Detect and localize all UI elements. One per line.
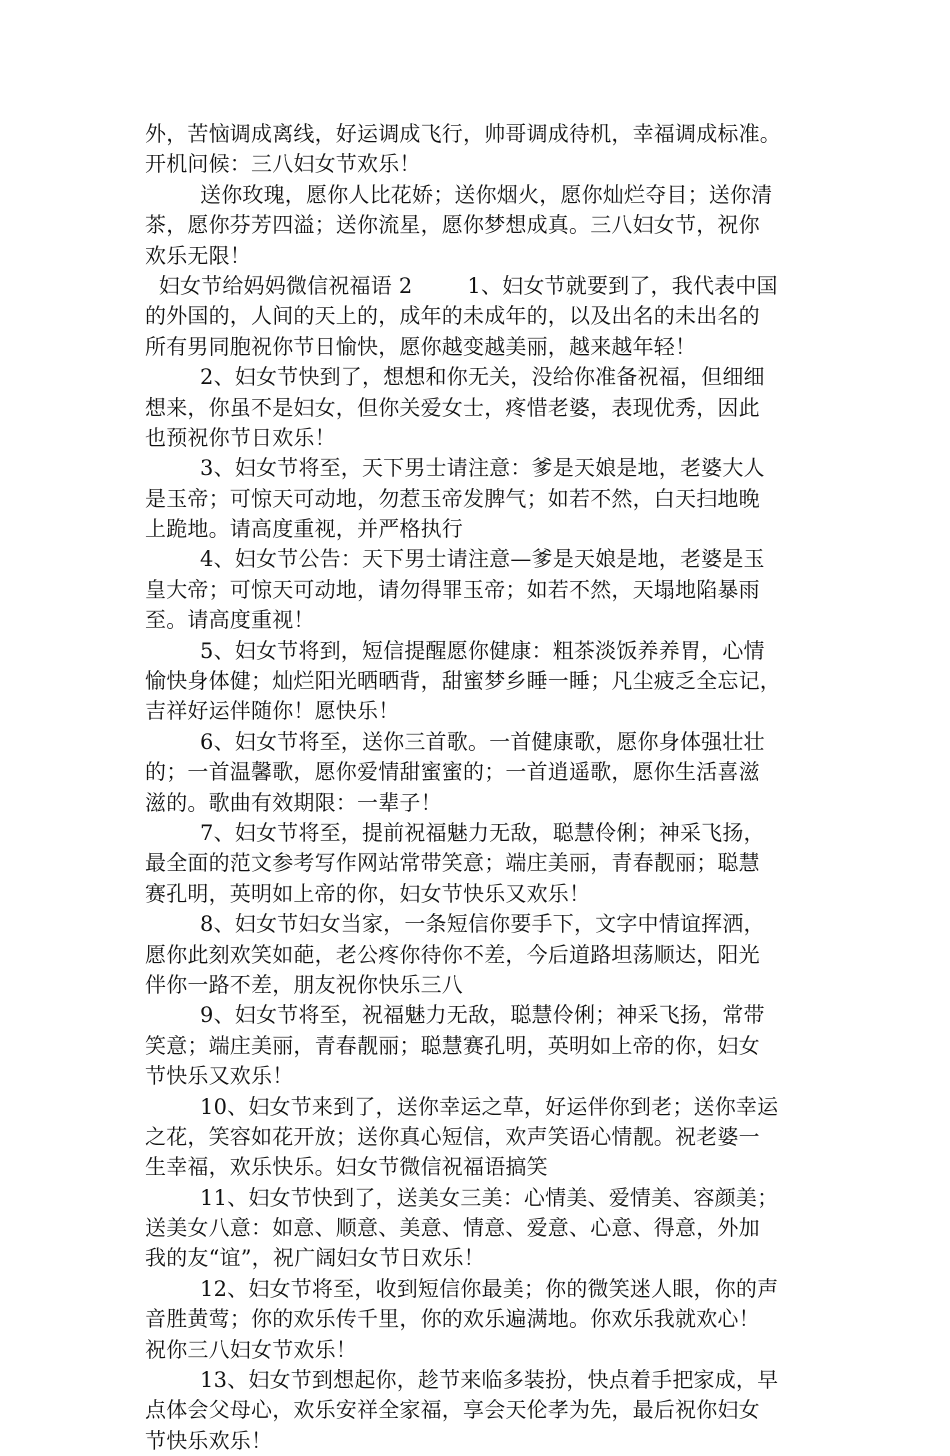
body-text bbox=[145, 119, 815, 1456]
text-line: 伴你一路不差，朋友祝你快乐三八 bbox=[145, 972, 463, 997]
text-line: 之花，笑容如花开放；送你真心短信，欢声笑语心情靓。祝老婆一 bbox=[145, 1124, 760, 1149]
text-line: 点体会父母心，欢乐安祥全家福，享会天伦孝为先，最后祝你妇女 bbox=[145, 1398, 760, 1423]
text-line: 祝你三八妇女节欢乐！ bbox=[145, 1337, 357, 1362]
text-line: 送你玫瑰，愿你人比花娇；送你烟火，愿你灿烂夺目；送你清 bbox=[145, 182, 773, 207]
text-line: 是玉帝；可惊天可动地，勿惹玉帝发脾气；如若不然，白天扫地晚 bbox=[145, 486, 760, 511]
text-line: 也预祝你节日欢乐！ bbox=[145, 425, 336, 450]
text-line: 13、妇女节到想起你，趁节来临多装扮，快点着手把家成，早 bbox=[145, 1368, 779, 1393]
text-line: 笑意；端庄美丽，青春靓丽；聪慧赛孔明，英明如上帝的你，妇女 bbox=[145, 1033, 760, 1058]
text-line: 开机问候：三八妇女节欢乐！ bbox=[145, 152, 421, 177]
text-line: 至。请高度重视！ bbox=[145, 608, 315, 633]
text-line: 节快乐欢乐！ bbox=[145, 1428, 273, 1453]
text-line: 6、妇女节将至，送你三首歌。一首健康歌，愿你身体强壮壮 bbox=[145, 729, 765, 754]
text-line: 的；一首温馨歌，愿你爱情甜蜜蜜的；一首逍遥歌，愿你生活喜滋 bbox=[145, 760, 760, 785]
text-line: 音胜黄莺；你的欢乐传千里，你的欢乐遍满地。你欢乐我就欢心！ bbox=[145, 1307, 760, 1332]
text-line: 愉快身体健；灿烂阳光晒晒背，甜蜜梦乡睡一睡；凡尘疲乏全忘记， bbox=[145, 669, 781, 694]
text-line: 送美女八意：如意、顺意、美意、情意、爱意、心意、得意，外加 bbox=[145, 1216, 760, 1241]
text-line: 想来，你虽不是妇女，但你关爱女士，疼惜老婆，表现优秀，因此 bbox=[145, 395, 760, 420]
text-line: 12、妇女节将至，收到短信你最美；你的微笑迷人眼，你的声 bbox=[145, 1276, 779, 1301]
text-line: 茶，愿你芬芳四溢；送你流星，愿你梦想成真。三八妇女节，祝你 bbox=[145, 213, 760, 238]
text-line: 9、妇女节将至，祝福魅力无敌，聪慧伶俐；神采飞扬，常带 bbox=[145, 1003, 765, 1028]
text-line: 欢乐无限！ bbox=[145, 243, 251, 268]
text-line: 最全面的范文参考写作网站常带笑意；端庄美丽，青春靓丽；聪慧 bbox=[145, 851, 760, 876]
text-line: 11、妇女节快到了，送美女三美：心情美、爱情美、容颜美； bbox=[145, 1185, 779, 1210]
text-line: 8、妇女节妇女当家，一条短信你要手下，文字中情谊挥洒， bbox=[145, 912, 765, 937]
text-line: 节快乐又欢乐！ bbox=[145, 1064, 294, 1089]
text-line: 2、妇女节快到了，想想和你无关，没给你准备祝福，但细细 bbox=[145, 365, 765, 390]
text-line: 外，苦恼调成离线，好运调成飞行，帅哥调成待机，幸福调成标准。 bbox=[145, 122, 781, 146]
text-line: 5、妇女节将到，短信提醒愿你健康：粗茶淡饭养养胃，心情 bbox=[145, 638, 765, 663]
text-line: 10、妇女节来到了，送你幸运之草，好运伴你到老；送你幸运 bbox=[145, 1094, 779, 1119]
text-line: 赛孔明，英明如上帝的你，妇女节快乐又欢乐！ bbox=[145, 881, 591, 906]
text-line: 妇女节给妈妈微信祝福语 2 1、妇女节就要到了，我代表中国 bbox=[145, 273, 778, 298]
text-line: 愿你此刻欢笑如葩，老公疼你待你不差，今后道路坦荡顺达，阳光 bbox=[145, 942, 760, 967]
text-line: 3、妇女节将至，天下男士请注意：爹是天娘是地，老婆大人 bbox=[145, 456, 765, 481]
text-line: 4、妇女节公告：天下男士请注意—爹是天娘是地，老婆是玉 bbox=[145, 547, 765, 572]
text-line: 的外国的，人间的天上的，成年的未成年的，以及出名的未出名的 bbox=[145, 304, 760, 329]
text-line: 上跪地。请高度重视，并严格执行 bbox=[145, 517, 463, 542]
text-line: 滋的。歌曲有效期限：一辈子！ bbox=[145, 790, 442, 815]
text-line: 皇大帝；可惊天可动地，请勿得罪玉帝；如若不然，天塌地陷暴雨 bbox=[145, 577, 760, 602]
text-line: 吉祥好运伴随你！愿快乐！ bbox=[145, 699, 400, 724]
text-line: 7、妇女节将至，提前祝福魅力无敌，聪慧伶俐；神采飞扬， bbox=[145, 820, 765, 845]
text-line: 所有男同胞祝你节日愉快，愿你越变越美丽，越来越年轻！ bbox=[145, 334, 697, 359]
text-line: 生幸福，欢乐快乐。妇女节微信祝福语搞笑 bbox=[145, 1155, 548, 1180]
text-line: 我的友“谊”，祝广阔妇女节日欢乐！ bbox=[145, 1246, 485, 1271]
